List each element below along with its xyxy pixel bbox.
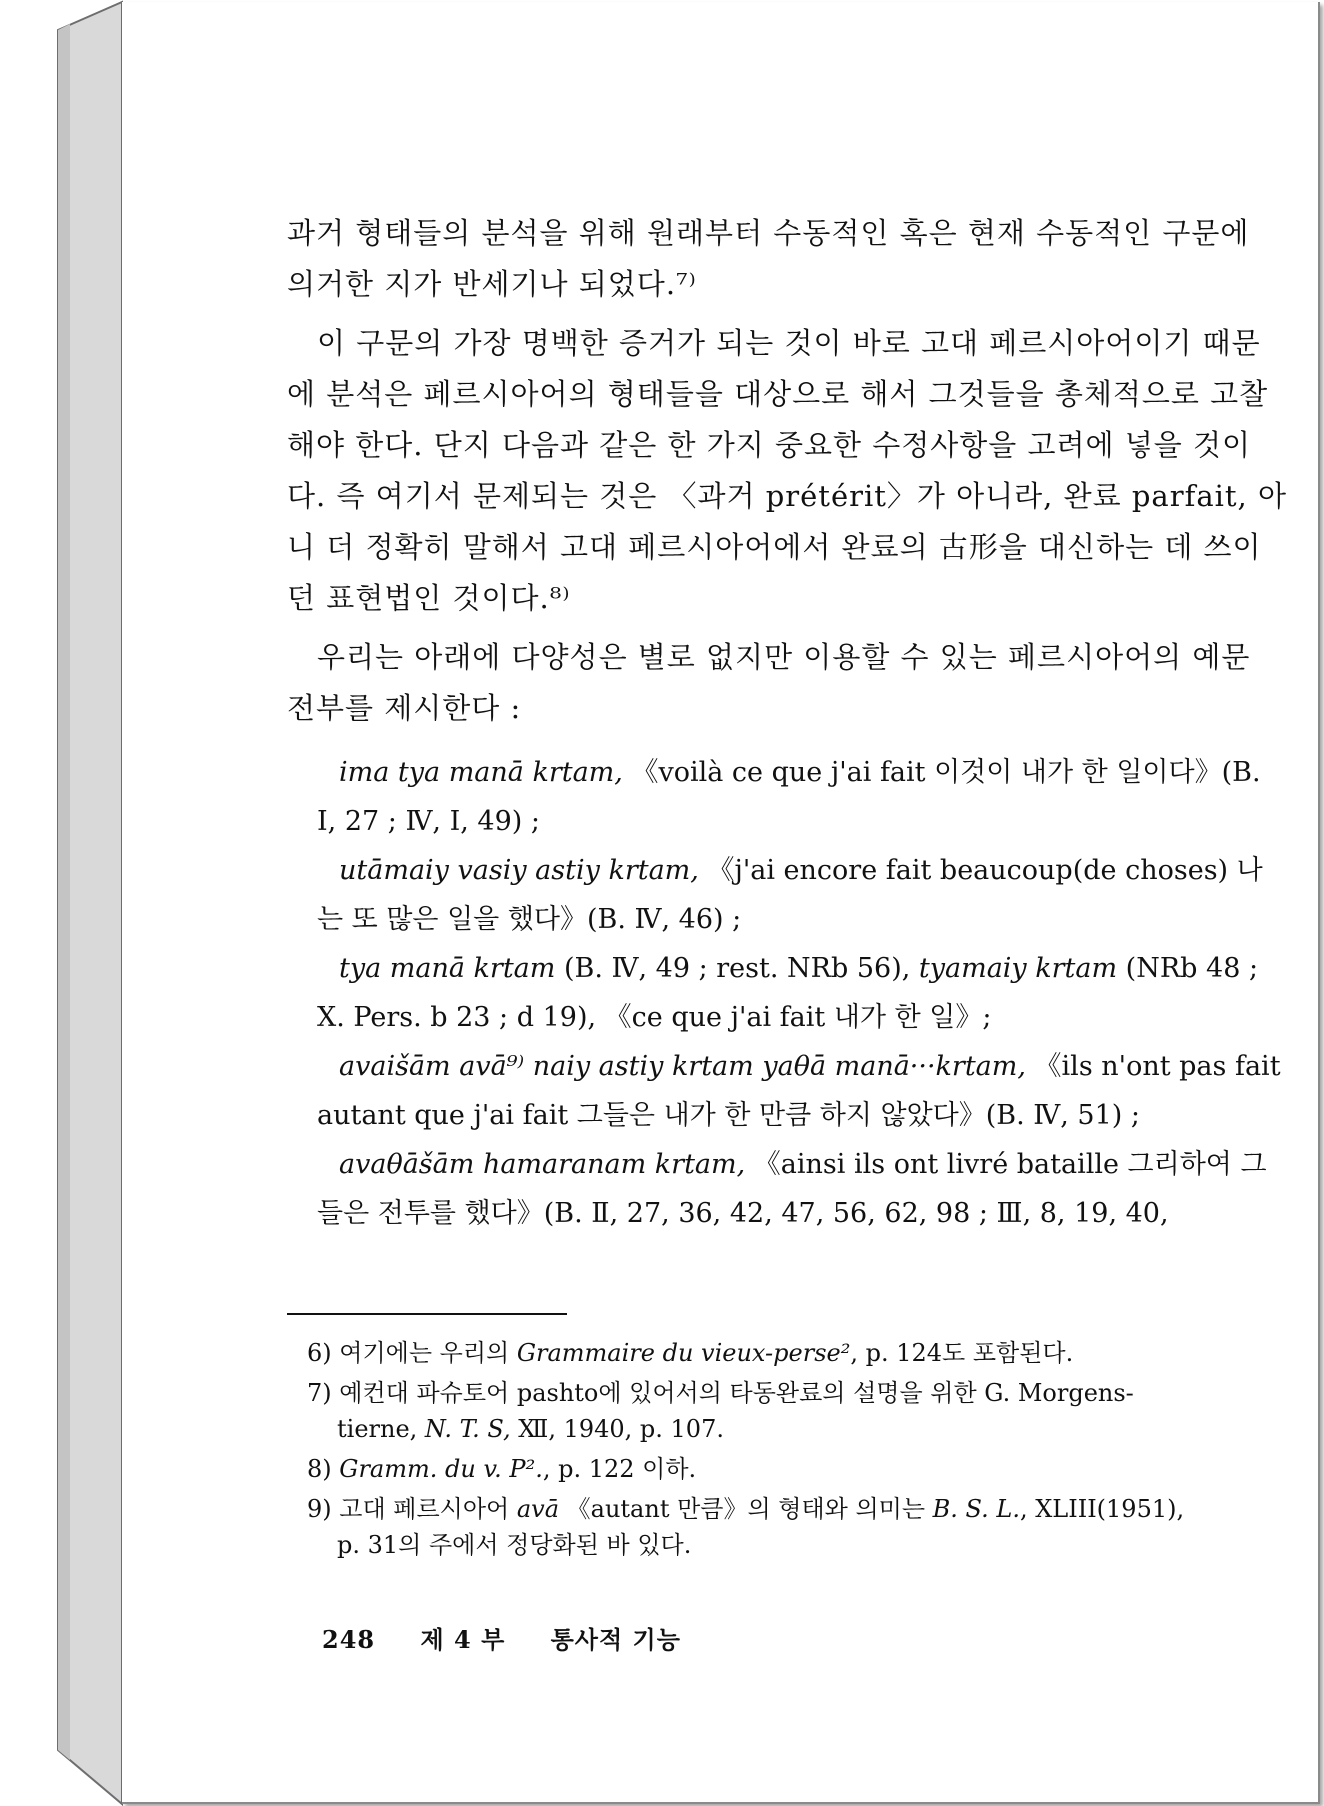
book-spine	[0, 0, 130, 1806]
footnote-divider	[287, 1313, 567, 1315]
paragraph-1: 과거 형태들의 분석을 위해 원래부터 수동적인 혹은 현재 수동적인 구문에 의거한 지가 반세기나 되었다.⁷⁾	[287, 216, 1250, 301]
example-translation: 《voilà ce que j'ai fait 이것이 내가 한 일이다》(B. I, 27 ; Ⅳ, I, 49) ;	[317, 757, 1261, 837]
example-reference: (B. Ⅳ, 49 ; rest. NRb 56),	[555, 953, 919, 984]
example-item	[287, 1140, 1287, 1238]
page-footer	[322, 1620, 717, 1655]
example-item	[287, 1042, 1287, 1140]
footnotes	[307, 1335, 1287, 1567]
example-transliteration: ima tya manā krtam,	[339, 757, 623, 788]
example-translation: 《ainsi ils ont livré bataille 그리하여 그들은 전투를 했다》(B. Ⅱ, 27, 36, 42, 47, 56, 62, 98 ; Ⅲ, 8, 19, 40,	[317, 1149, 1267, 1229]
footnote-9: 9) 고대 페르시아어 avā 《autant 만큼》의 형태와 의미는 B. S. L., XLIII(1951), p. 31의 주에서 정당화된 바 있다.	[307, 1495, 1185, 1559]
example-translation: 《ils n'ont pas fait autant que j'ai fait 그들은 내가 한 만큼 하지 않았다》(B. Ⅳ, 51) ;	[317, 1051, 1281, 1131]
page-number: 248	[322, 1625, 376, 1654]
chapter-title: 통사적 기능	[550, 1625, 681, 1654]
example-transliteration: utāmaiy vasiy astiy krtam,	[339, 855, 699, 886]
example-list	[287, 748, 1287, 1238]
example-transliteration: tyamaiy krtam	[918, 953, 1118, 984]
body-text	[287, 208, 1287, 734]
example-item	[287, 748, 1287, 846]
example-item	[287, 944, 1287, 1042]
example-translation: 《j'ai encore fait beaucoup(de choses) 나는 또 많은 일을 했다》(B. Ⅳ, 46) ;	[317, 855, 1263, 935]
example-transliteration: tya manā krtam	[339, 953, 556, 984]
example-translation: (NRb 48 ; X. Pers. b 23 ; d 19), 《ce que j'ai fait 내가 한 일》;	[317, 953, 1259, 1033]
example-item	[287, 846, 1287, 944]
part-label: 제 4 부	[420, 1625, 506, 1654]
book-page	[122, 2, 1320, 1804]
example-transliteration: avaθāšām hamaranam krtam,	[339, 1149, 746, 1180]
example-transliteration: avaišām avā⁹⁾ naiy astiy krtam yaθā manā···krtam,	[339, 1051, 1026, 1082]
paragraph-3: 우리는 아래에 다양성은 별로 없지만 이용할 수 있는 페르시아어의 예문 전부를 제시한다 :	[287, 640, 1251, 725]
footnote-8: 8) Gramm. du v. P²., p. 122 이하.	[307, 1455, 697, 1483]
footnote-7: 7) 예컨대 파슈토어 pashto에 있어서의 타동완료의 설명을 위한 G. Morgens- tierne, N. T. S, Ⅻ, 1940, p. 107.	[307, 1379, 1134, 1443]
footnote-6: 6) 여기에는 우리의 Grammaire du vieux-perse², p. 124도 포함된다.	[307, 1339, 1074, 1367]
paragraph-2: 이 구문의 가장 명백한 증거가 되는 것이 바로 고대 페르시아어이기 때문에 분석은 페르시아어의 형태들을 대상으로 해서 그것들을 총체적으로 고찰해야 한다. 단지 다음과 같은 한 가지 중요한 수정사항을 고려에 넣을 것이다. 즉 여기서 문제되는 것은 〈과거 prétérit〉가 아니라, 완료 parfait, 아니 더 정확히 말해서 고대 페르시아어에서 완료의 古形을 대신하는 데 쓰이던 표현법인 것이다.⁸⁾	[287, 326, 1287, 615]
